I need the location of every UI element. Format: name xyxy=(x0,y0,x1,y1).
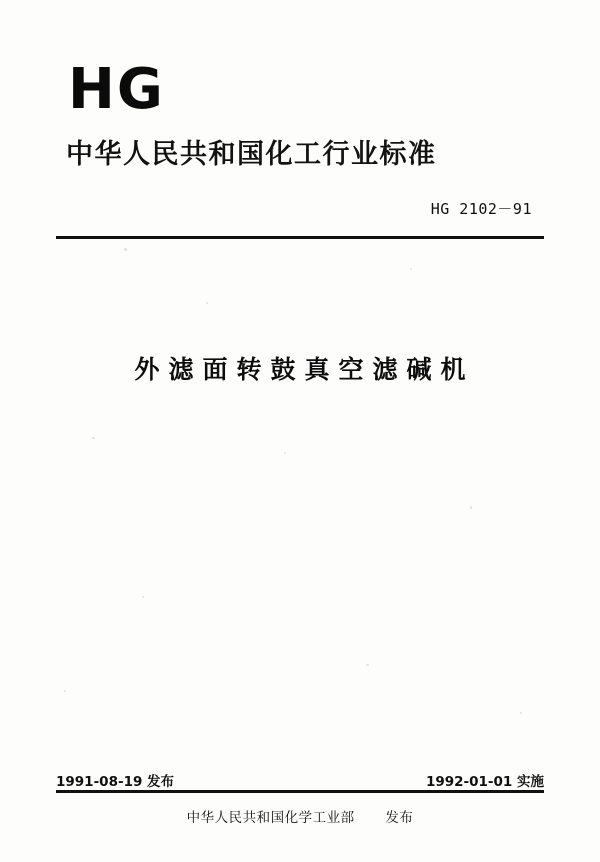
scan-speck xyxy=(520,712,522,714)
standard-series-title: 中华人民共和国化工行业标准 xyxy=(66,139,437,170)
scan-speck xyxy=(284,452,286,454)
document-title: 外滤面转鼓真空滤碱机 xyxy=(134,355,475,384)
hg-logo: HG xyxy=(68,57,165,122)
header-divider xyxy=(56,236,544,239)
scan-speck xyxy=(142,596,144,598)
scan-speck xyxy=(206,302,208,304)
scan-speck xyxy=(410,268,412,270)
scan-speck xyxy=(64,690,66,692)
issuer-action: 发布 xyxy=(385,810,414,826)
scan-speck xyxy=(92,437,95,439)
scan-speck xyxy=(124,248,127,251)
footer-dates xyxy=(56,770,544,790)
scan-speck xyxy=(470,506,472,509)
footer-divider xyxy=(56,790,544,793)
issuer-name: 中华人民共和国化学工业部 xyxy=(186,810,355,826)
scan-speck xyxy=(366,664,369,666)
release-date: 1991-08-19 发布 xyxy=(56,774,175,790)
effective-date: 1992-01-01 实施 xyxy=(425,774,544,790)
issuer-line xyxy=(0,806,600,826)
standard-number: HG 2102－91 xyxy=(430,200,532,218)
